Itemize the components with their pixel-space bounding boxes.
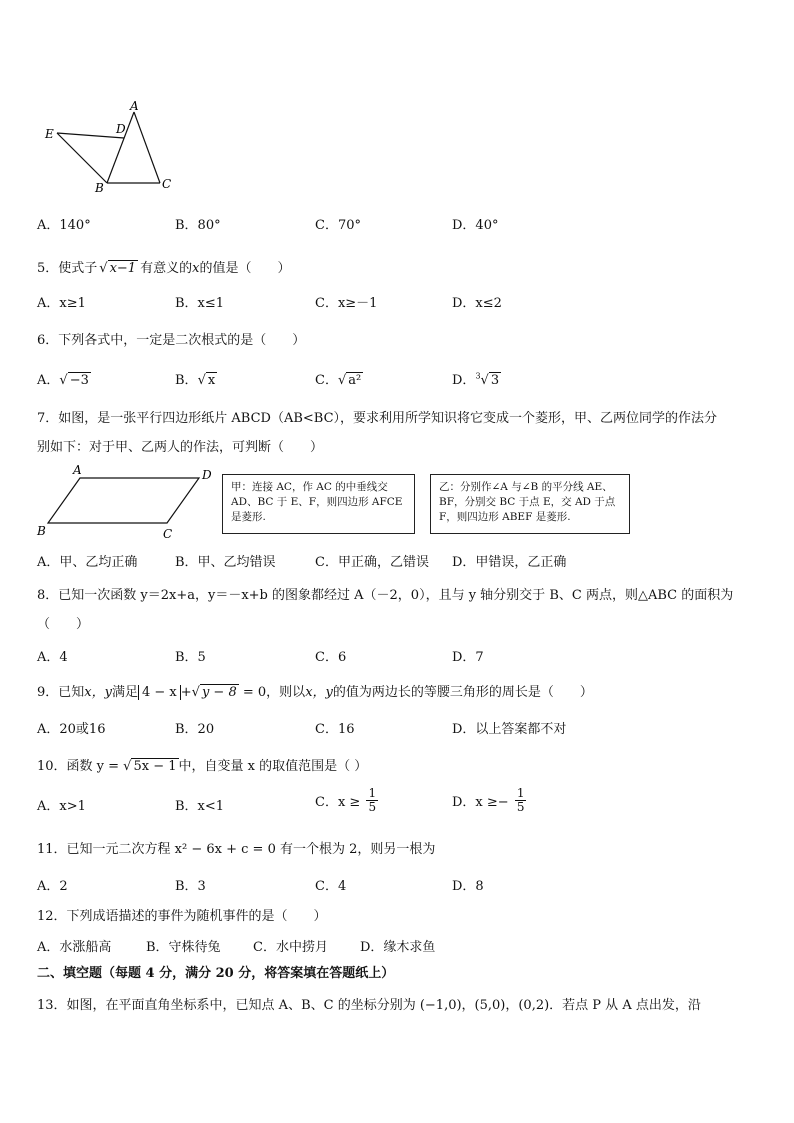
q13-stem: 13．如图，在平面直角坐标系中，已知点 A、B、C 的坐标分别为 (−1,0)，(5,0)，(0,2)．若点 P 从 A 点出发，沿	[37, 998, 701, 1013]
q9-option-d[interactable]: D．以上答案都不对	[452, 722, 567, 737]
fraction: $\frac{1}{5}$	[516, 786, 525, 814]
q12-option-c[interactable]: C．水中捞月	[253, 940, 328, 955]
q12-stem: 12．下列成语描述的事件为随机事件的是（ ）	[37, 909, 327, 924]
q4-triangle-figure	[40, 100, 180, 195]
q7-option-a[interactable]: A．甲、乙均正确	[37, 555, 138, 570]
q11-stem: 11．已知一元二次方程 x² − 6x + c = 0 有一个根为 2，则另一根为	[37, 842, 436, 857]
label-d: D	[202, 468, 212, 482]
label-a: A	[130, 100, 139, 113]
sqrt-sign: √ x−1	[99, 261, 137, 276]
segment-ac	[134, 112, 160, 183]
fraction: $\frac{1}{5}$	[368, 786, 377, 814]
section-title-fill-in: 二、填空题（每题 4 分，满分 20 分，将答案填在答题纸上）	[37, 966, 395, 981]
q7-stem-line1: 7．如图，是一张平行四边形纸片 ABCD（AB<BC），要求利用所学知识将它变成一个菱形，甲、乙两位同学的作法分	[37, 411, 718, 426]
q9-abs-value: 4 − x	[138, 685, 181, 700]
q6-option-a[interactable]: A．√ −3	[37, 373, 89, 388]
q11-option-a[interactable]: A．2	[37, 879, 68, 894]
q8-option-c[interactable]: C．6	[315, 650, 347, 665]
q8-option-d[interactable]: D．7	[452, 650, 484, 665]
q10-option-c[interactable]: C．x ≥ $\frac{1}{5}$	[315, 786, 377, 814]
q10-option-a[interactable]: A．x>1	[37, 799, 86, 814]
q9-stem: 9．已知x，y满足 4 − x +√ y − 8 = 0，则以x，y的值为两边长的等腰三角形的周长是（ ）	[37, 685, 593, 700]
label-a: A	[73, 463, 82, 477]
label-c: C	[162, 177, 172, 191]
q7-parallelogram-figure	[33, 462, 218, 542]
q6-stem: 6．下列各式中，一定是二次根式的是（ ）	[37, 333, 306, 348]
q9-option-c[interactable]: C．16	[315, 722, 355, 737]
segment-ed	[57, 133, 124, 138]
q8-stem-line1: 8．已知一次函数 y＝2x+a，y＝－x+b 的图象都经过 A（－2，0），且与 y 轴分别交于 B、C 两点，则△ABC 的面积为	[37, 588, 734, 603]
label-e: E	[45, 127, 54, 141]
q7-option-d[interactable]: D．甲错误，乙正确	[452, 555, 567, 570]
q10-option-b[interactable]: B．x<1	[175, 799, 225, 814]
q6-option-c[interactable]: C．√ a²	[315, 373, 362, 388]
q7-method-yi-box: 乙：分别作∠A 与∠B 的平分线 AE、BF，分别交 BC 于点 E，交 AD 于点 F，则四边形 ABEF 是菱形.	[430, 474, 630, 534]
q4-option-b[interactable]: B．80°	[175, 218, 221, 233]
q9-option-a[interactable]: A．20或16	[37, 722, 106, 737]
label-b: B	[37, 524, 46, 538]
label-c: C	[163, 527, 173, 541]
q9-radicand: y − 8	[201, 685, 237, 700]
segment-eb	[57, 133, 107, 183]
q9-option-b[interactable]: B．20	[175, 722, 215, 737]
label-b: B	[95, 181, 104, 195]
q8-stem-line2: （ ）	[37, 617, 90, 632]
q5-option-d[interactable]: D．x≤2	[452, 296, 502, 311]
q4-option-c[interactable]: C．70°	[315, 218, 361, 233]
q12-option-b[interactable]: B．守株待兔	[146, 940, 221, 955]
q5-option-a[interactable]: A．x≥1	[37, 296, 86, 311]
q7-stem-line2: 别如下：对于甲、乙两人的作法，可判断（ ）	[37, 440, 324, 455]
q4-option-a[interactable]: A．140°	[37, 218, 91, 233]
q10-option-d[interactable]: D．x ≥− $\frac{1}{5}$	[452, 786, 525, 814]
q8-option-b[interactable]: B．5	[175, 650, 206, 665]
q7-option-b[interactable]: B．甲、乙均错误	[175, 555, 276, 570]
q8-option-a[interactable]: A．4	[37, 650, 68, 665]
q6-option-b[interactable]: B．√ x	[175, 373, 216, 388]
q12-option-d[interactable]: D．缘木求鱼	[360, 940, 436, 955]
q5-option-b[interactable]: B．x≤1	[175, 296, 225, 311]
q5-stem: 5．使式子 √ x−1 有意义的x的值是（ ）	[37, 261, 291, 276]
q11-option-d[interactable]: D．8	[452, 879, 484, 894]
q10-stem: 10．函数 y = √ 5x − 1 中，自变量 x 的取值范围是（ ）	[37, 759, 368, 774]
q10-radicand: 5x − 1	[133, 759, 177, 774]
q7-method-jia-box: 甲：连接 AC，作 AC 的中垂线交 AD、BC 于 E、F，则四边形 AFCE 是菱形.	[222, 474, 415, 534]
label-d: D	[116, 122, 126, 136]
q11-option-b[interactable]: B．3	[175, 879, 206, 894]
q12-option-a[interactable]: A．水涨船高	[37, 940, 112, 955]
q5-option-c[interactable]: C．x≥－1	[315, 296, 378, 311]
q11-option-c[interactable]: C．4	[315, 879, 347, 894]
q6-option-d[interactable]: D．$^3$√ 3	[452, 371, 500, 388]
q4-option-d[interactable]: D．40°	[452, 218, 499, 233]
q5-radicand: x−1	[109, 261, 137, 276]
parallelogram-abcd	[48, 478, 199, 523]
q7-option-c[interactable]: C．甲正确，乙错误	[315, 555, 429, 570]
